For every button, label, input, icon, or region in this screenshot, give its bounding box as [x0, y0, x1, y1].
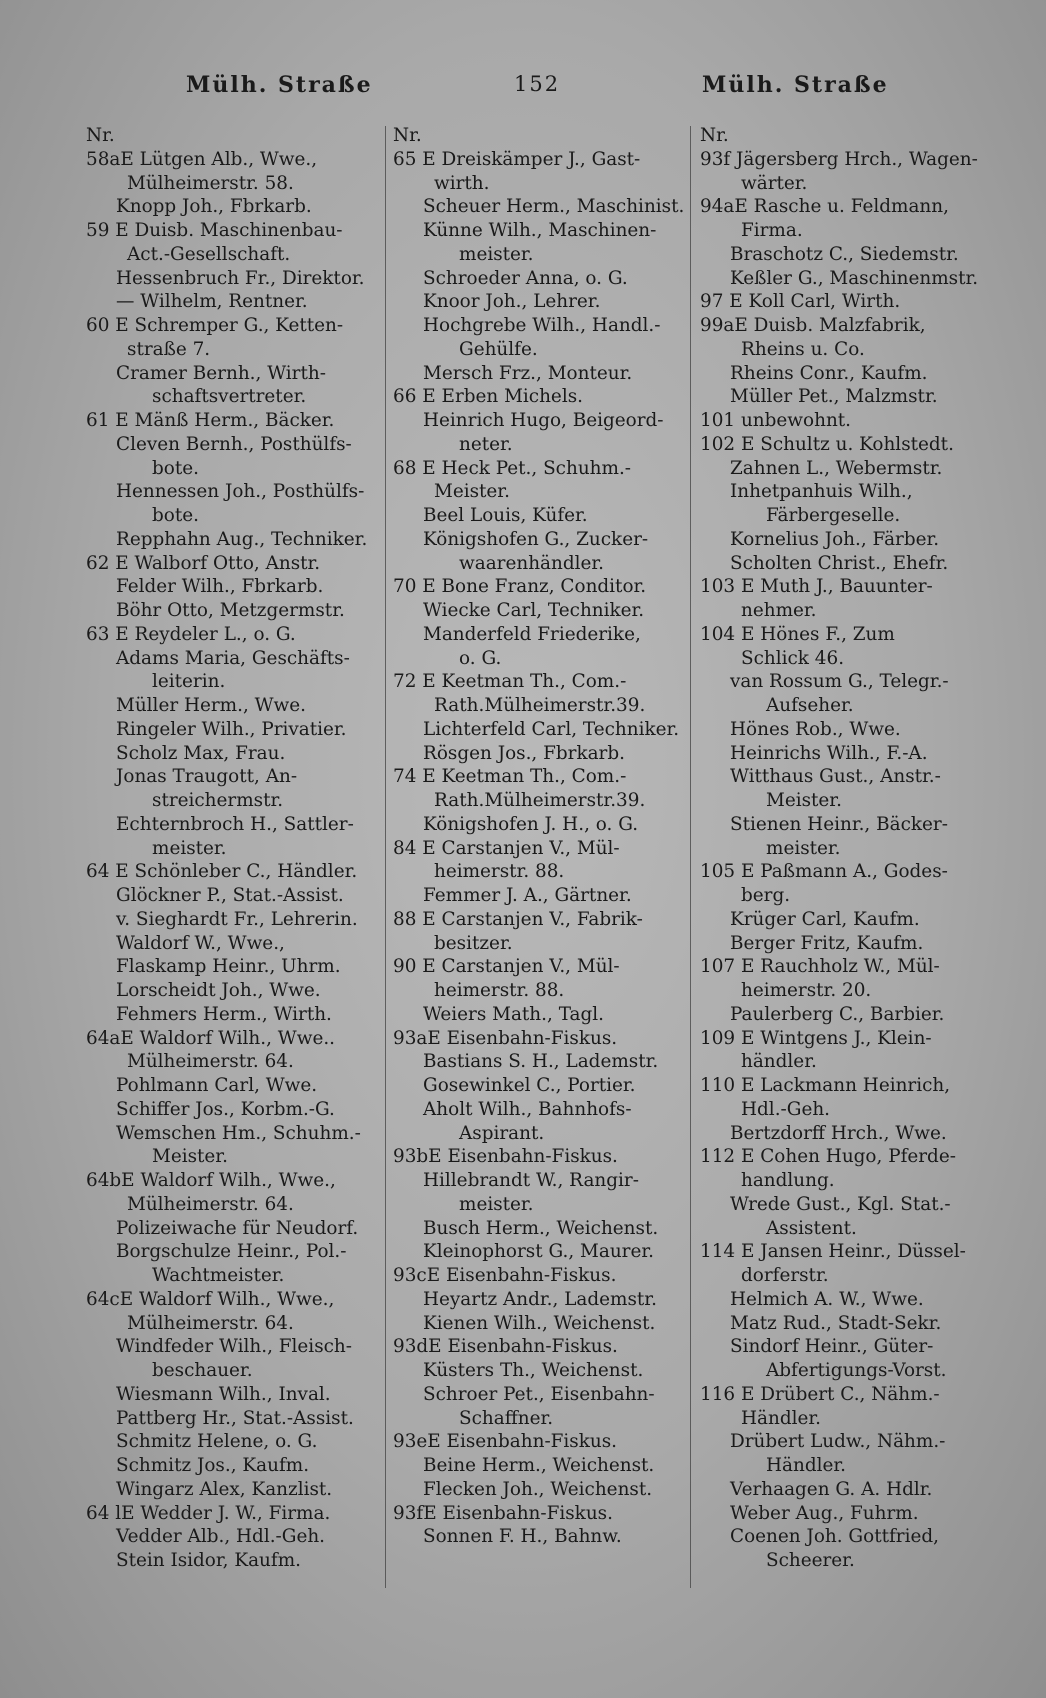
- column-header: Nr.: [86, 125, 115, 146]
- continuation-line: meister.: [459, 1193, 534, 1215]
- resident-line: Schroeder Anna, o. G.: [423, 267, 628, 289]
- house-entry: 72 E Keetman Th., Com.-: [393, 671, 627, 693]
- continuation-line: Aspirant.: [459, 1122, 545, 1144]
- continuation-line: Händler.: [741, 1407, 822, 1429]
- house-entry: 64bE Waldorf Wilh., Wwe.,: [86, 1170, 336, 1191]
- resident-line: Repphahn Aug., Techniker.: [116, 528, 368, 550]
- house-entry: 109 E Wintgens J., Klein-: [700, 1027, 932, 1049]
- house-entry: 112 E Cohen Hugo, Pferde-: [700, 1146, 956, 1168]
- continuation-line: Rath.Mülheimerstr.39.: [434, 695, 646, 716]
- resident-line: — Wilhelm, Rentner.: [116, 291, 308, 313]
- resident-line: Heyartz Andr., Lademstr.: [423, 1288, 657, 1310]
- continuation-line: Mülheimerstr. 58.: [127, 172, 294, 194]
- resident-line: Polizeiwache für Neudorf.: [116, 1217, 359, 1239]
- resident-line: Ringeler Wilh., Privatier.: [116, 718, 347, 740]
- resident-line: Wiesmann Wilh., Inval.: [116, 1383, 331, 1405]
- resident-line: Hillebrandt W., Rangir-: [423, 1170, 639, 1191]
- continuation-line: wirth.: [434, 172, 490, 194]
- resident-line: Verhaagen G. A. Hdlr.: [730, 1478, 933, 1500]
- resident-line: Lorscheidt Joh., Wwe.: [116, 980, 321, 1001]
- resident-line: Weiers Math., Tagl.: [423, 1003, 604, 1025]
- house-entry: 64aE Waldorf Wilh., Wwe..: [86, 1027, 336, 1049]
- resident-line: Hochgrebe Wilh., Handl.-: [423, 315, 661, 336]
- continuation-line: berg.: [741, 885, 791, 906]
- continuation-line: schaftsvertreter.: [152, 386, 307, 408]
- continuation-line: Meister.: [766, 790, 842, 811]
- house-entry: 110 E Lackmann Heinrich,: [700, 1075, 951, 1096]
- continuation-line: wärter.: [741, 172, 808, 194]
- column-rule: [690, 126, 691, 1588]
- continuation-line: Hdl.-Geh.: [741, 1098, 831, 1120]
- house-entry: 97 E Koll Carl, Wirth.: [700, 291, 901, 313]
- resident-line: Coenen Joh. Gottfried,: [730, 1526, 939, 1548]
- continuation-line: Mülheimerstr. 64.: [127, 1193, 294, 1215]
- continuation-line: beschauer.: [152, 1360, 253, 1381]
- house-entry: 93eE Eisenbahn-Fiskus.: [393, 1431, 618, 1453]
- resident-line: Cramer Bernh., Wirth-: [116, 362, 326, 384]
- continuation-line: besitzer.: [434, 932, 513, 954]
- resident-line: Heinrichs Wilh., F.-A.: [730, 742, 928, 764]
- running-head-left: Mülh. Straße: [186, 72, 373, 98]
- continuation-line: händler.: [741, 1051, 817, 1073]
- resident-line: Borgschulze Heinr., Pol.-: [116, 1241, 347, 1263]
- resident-line: Keßler G., Maschinenmstr.: [730, 267, 979, 289]
- column-header: Nr.: [700, 125, 729, 146]
- house-entry: 58aE Lütgen Alb., Wwe.,: [86, 148, 318, 170]
- resident-line: Künne Wilh., Maschinen-: [423, 220, 657, 241]
- house-entry: 64cE Waldorf Wilh., Wwe.,: [86, 1288, 335, 1310]
- resident-line: Witthaus Gust., Anstr.-: [730, 766, 941, 788]
- directory-column-1: [86, 124, 386, 1573]
- resident-line: Schmitz Jos., Kaufm.: [116, 1455, 310, 1476]
- continuation-line: handlung.: [741, 1170, 835, 1191]
- resident-line: Schiffer Jos., Korbm.-G.: [116, 1098, 335, 1120]
- continuation-line: nehmer.: [741, 600, 817, 621]
- resident-line: v. Sieghardt Fr., Lehrerin.: [116, 908, 358, 930]
- continuation-line: dorferstr.: [741, 1265, 829, 1286]
- continuation-line: meister.: [766, 837, 841, 859]
- resident-line: Beel Louis, Küfer.: [423, 505, 588, 526]
- house-entry: 68 E Heck Pet., Schuhm.-: [393, 457, 632, 479]
- resident-line: Gosewinkel C., Portier.: [423, 1075, 636, 1096]
- continuation-line: heimerstr. 88.: [434, 861, 565, 883]
- resident-line: Stienen Heinr., Bäcker-: [730, 813, 948, 835]
- resident-line: Flaskamp Heinr., Uhrm.: [116, 956, 341, 978]
- resident-line: Scheuer Herm., Maschinist.: [423, 196, 685, 218]
- house-entry: 93aE Eisenbahn-Fiskus.: [393, 1027, 618, 1049]
- house-entry: 64 lE Wedder J. W., Firma.: [86, 1502, 331, 1524]
- house-entry: 63 E Reydeler L., o. G.: [86, 623, 296, 645]
- resident-line: Sindorf Heinr., Güter-: [730, 1336, 934, 1358]
- house-entry: 60 E Schremper G., Ketten-: [86, 315, 344, 336]
- house-entry: 62 E Walborf Otto, Anstr.: [86, 552, 321, 574]
- resident-line: Schroer Pet., Eisenbahn-: [423, 1383, 655, 1405]
- resident-line: Drübert Ludw., Nähm.-: [730, 1431, 946, 1453]
- continuation-line: meister.: [459, 243, 534, 265]
- resident-line: Bastians S. H., Lademstr.: [423, 1051, 659, 1073]
- resident-line: Wemschen Hm., Schuhm.-: [116, 1122, 361, 1144]
- resident-line: Stein Isidor, Kaufm.: [116, 1550, 301, 1571]
- house-entry: 104 E Hönes F., Zum: [700, 623, 895, 645]
- resident-line: Wiecke Carl, Techniker.: [423, 600, 645, 621]
- continuation-line: Assistent.: [766, 1217, 857, 1239]
- resident-line: Müller Herm., Wwe.: [116, 695, 307, 716]
- resident-line: Matz Rud., Stadt-Sekr.: [730, 1312, 942, 1334]
- resident-line: Beine Herm., Weichenst.: [423, 1455, 655, 1476]
- resident-line: Waldorf W., Wwe.,: [116, 932, 285, 954]
- column-header: Nr.: [393, 125, 422, 146]
- house-entry: 93cE Eisenbahn-Fiskus.: [393, 1265, 617, 1286]
- resident-line: Scholz Max, Frau.: [116, 742, 286, 764]
- continuation-line: Abfertigungs-Vorst.: [766, 1360, 947, 1381]
- house-entry: 93fE Eisenbahn-Fiskus.: [393, 1502, 613, 1524]
- resident-line: Sonnen F. H., Bahnw.: [423, 1526, 622, 1548]
- resident-line: Mersch Frz., Monteur.: [423, 362, 633, 384]
- resident-line: Kienen Wilh., Weichenst.: [423, 1312, 656, 1334]
- resident-line: Echternbroch H., Sattler-: [116, 813, 354, 835]
- house-entry: 105 E Paßmann A., Godes-: [700, 861, 948, 883]
- page-number: 152: [514, 72, 561, 96]
- resident-line: Pattberg Hr., Stat.-Assist.: [116, 1407, 354, 1429]
- house-entry: 101 unbewohnt.: [700, 410, 852, 431]
- house-entry: 59 E Duisb. Maschinenbau-: [86, 220, 343, 241]
- house-entry: 65 E Dreiskämper J., Gast-: [393, 148, 641, 170]
- house-entry: 114 E Jansen Heinr., Düssel-: [700, 1241, 966, 1263]
- resident-line: Weber Aug., Fuhrm.: [730, 1502, 919, 1524]
- continuation-line: Rath.Mülheimerstr.39.: [434, 790, 646, 811]
- resident-line: Müller Pet., Malzmstr.: [730, 386, 938, 408]
- house-entry: 102 E Schultz u. Kohlstedt.: [700, 433, 954, 455]
- resident-line: Königshofen G., Zucker-: [423, 528, 649, 550]
- continuation-line: heimerstr. 88.: [434, 980, 565, 1001]
- resident-line: Knoor Joh., Lehrer.: [423, 291, 601, 313]
- continuation-line: Schaffner.: [459, 1407, 554, 1429]
- continuation-line: Schlick 46.: [741, 647, 845, 669]
- resident-line: Windfeder Wilh., Fleisch-: [116, 1336, 352, 1358]
- resident-line: Braschotz C., Siedemstr.: [730, 243, 959, 265]
- resident-line: Inhetpanhuis Wilh.,: [730, 481, 913, 503]
- resident-line: Rösgen Jos., Fbrkarb.: [423, 742, 625, 764]
- continuation-line: Aufseher.: [766, 695, 854, 716]
- resident-line: Aholt Wilh., Bahnhofs-: [423, 1098, 632, 1120]
- continuation-line: Händler.: [766, 1455, 847, 1476]
- resident-line: Krüger Carl, Kaufm.: [730, 908, 920, 930]
- directory-column-2: [393, 124, 688, 1549]
- resident-line: Felder Wilh., Fbrkarb.: [116, 576, 324, 598]
- continuation-line: heimerstr. 20.: [741, 980, 872, 1001]
- house-entry: 94aE Rasche u. Feldmann,: [700, 196, 949, 218]
- resident-line: Scholten Christ., Ehefr.: [730, 552, 949, 574]
- directory-column-3: [700, 124, 995, 1573]
- resident-line: Hennessen Joh., Posthülfs-: [116, 481, 365, 503]
- resident-line: Königshofen J. H., o. G.: [423, 813, 639, 835]
- continuation-line: Rheins u. Co.: [741, 338, 865, 360]
- resident-line: Kornelius Joh., Färber.: [730, 528, 940, 550]
- house-entry: 70 E Bone Franz, Conditor.: [393, 576, 647, 598]
- continuation-line: Färbergeselle.: [766, 505, 901, 526]
- resident-line: Hönes Rob., Wwe.: [730, 718, 901, 740]
- resident-line: Manderfeld Friederike,: [423, 623, 641, 645]
- house-entry: 66 E Erben Michels.: [393, 386, 583, 408]
- resident-line: Wingarz Alex, Kanzlist.: [116, 1478, 333, 1500]
- house-entry: 61 E Mänß Herm., Bäcker.: [86, 410, 335, 431]
- resident-line: Helmich A. W., Wwe.: [730, 1288, 924, 1310]
- house-entry: 93f Jägersberg Hrch., Wagen-: [700, 148, 978, 170]
- house-entry: 90 E Carstanjen V., Mül-: [393, 956, 620, 978]
- continuation-line: Meister.: [152, 1146, 228, 1168]
- resident-line: Schmitz Helene, o. G.: [116, 1431, 318, 1453]
- continuation-line: Meister.: [434, 481, 510, 503]
- resident-line: Kleinophorst G., Maurer.: [423, 1241, 654, 1263]
- resident-line: Küsters Th., Weichenst.: [423, 1360, 644, 1381]
- resident-line: Busch Herm., Weichenst.: [423, 1217, 659, 1239]
- resident-line: Paulerberg C., Barbier.: [730, 1003, 945, 1025]
- resident-line: Knopp Joh., Fbrkarb.: [116, 196, 312, 218]
- resident-line: Fehmers Herm., Wirth.: [116, 1003, 332, 1025]
- resident-line: Hessenbruch Fr., Direktor.: [116, 267, 365, 289]
- house-entry: 103 E Muth J., Bauunter-: [700, 576, 933, 598]
- resident-line: Lichterfeld Carl, Techniker.: [423, 718, 680, 740]
- house-entry: 99aE Duisb. Malzfabrik,: [700, 315, 926, 336]
- continuation-line: Wachtmeister.: [152, 1265, 285, 1286]
- house-entry: 84 E Carstanjen V., Mül-: [393, 837, 620, 859]
- running-head-right: Mülh. Straße: [702, 72, 889, 98]
- resident-line: Heinrich Hugo, Beigeord-: [423, 410, 664, 431]
- resident-line: Berger Fritz, Kaufm.: [730, 932, 924, 954]
- continuation-line: Gehülfe.: [459, 338, 538, 360]
- continuation-line: streichermstr.: [152, 790, 284, 811]
- resident-line: Böhr Otto, Metzgermstr.: [116, 600, 345, 621]
- house-entry: 116 E Drübert C., Nähm.-: [700, 1383, 940, 1405]
- continuation-line: Mülheimerstr. 64.: [127, 1312, 294, 1334]
- continuation-line: leiterin.: [152, 671, 226, 693]
- continuation-line: Mülheimerstr. 64.: [127, 1051, 294, 1073]
- resident-line: Adams Maria, Geschäfts-: [116, 647, 350, 669]
- house-entry: 107 E Rauchholz W., Mül-: [700, 956, 940, 978]
- resident-line: Zahnen L., Webermstr.: [730, 457, 943, 479]
- resident-line: Pohlmann Carl, Wwe.: [116, 1075, 318, 1096]
- resident-line: Bertzdorff Hrch., Wwe.: [730, 1122, 947, 1144]
- resident-line: Glöckner P., Stat.-Assist.: [116, 885, 344, 906]
- running-head: [0, 72, 1046, 112]
- continuation-line: bote.: [152, 457, 199, 479]
- continuation-line: Firma.: [741, 220, 803, 241]
- house-entry: 93bE Eisenbahn-Fiskus.: [393, 1146, 618, 1168]
- continuation-line: bote.: [152, 505, 199, 526]
- house-entry: 93dE Eisenbahn-Fiskus.: [393, 1336, 618, 1358]
- resident-line: Femmer J. A., Gärtner.: [423, 885, 632, 906]
- continuation-line: meister.: [152, 837, 227, 859]
- resident-line: Flecken Joh., Weichenst.: [423, 1478, 653, 1500]
- continuation-line: Scheerer.: [766, 1550, 855, 1571]
- resident-line: Jonas Traugott, An-: [116, 766, 298, 788]
- resident-line: Vedder Alb., Hdl.-Geh.: [116, 1526, 326, 1548]
- resident-line: Wrede Gust., Kgl. Stat.-: [730, 1193, 951, 1215]
- continuation-line: o. G.: [459, 647, 502, 669]
- continuation-line: waarenhändler.: [459, 552, 604, 574]
- house-entry: 64 E Schönleber C., Händler.: [86, 861, 358, 883]
- continuation-line: neter.: [459, 433, 513, 455]
- resident-line: Cleven Bernh., Posthülfs-: [116, 433, 352, 455]
- resident-line: Rheins Conr., Kaufm.: [730, 362, 928, 384]
- continuation-line: Act.-Gesellschaft.: [127, 243, 291, 265]
- continuation-line: straße 7.: [127, 338, 211, 360]
- house-entry: 74 E Keetman Th., Com.-: [393, 766, 627, 788]
- resident-line: van Rossum G., Telegr.-: [730, 671, 949, 693]
- house-entry: 88 E Carstanjen V., Fabrik-: [393, 908, 643, 930]
